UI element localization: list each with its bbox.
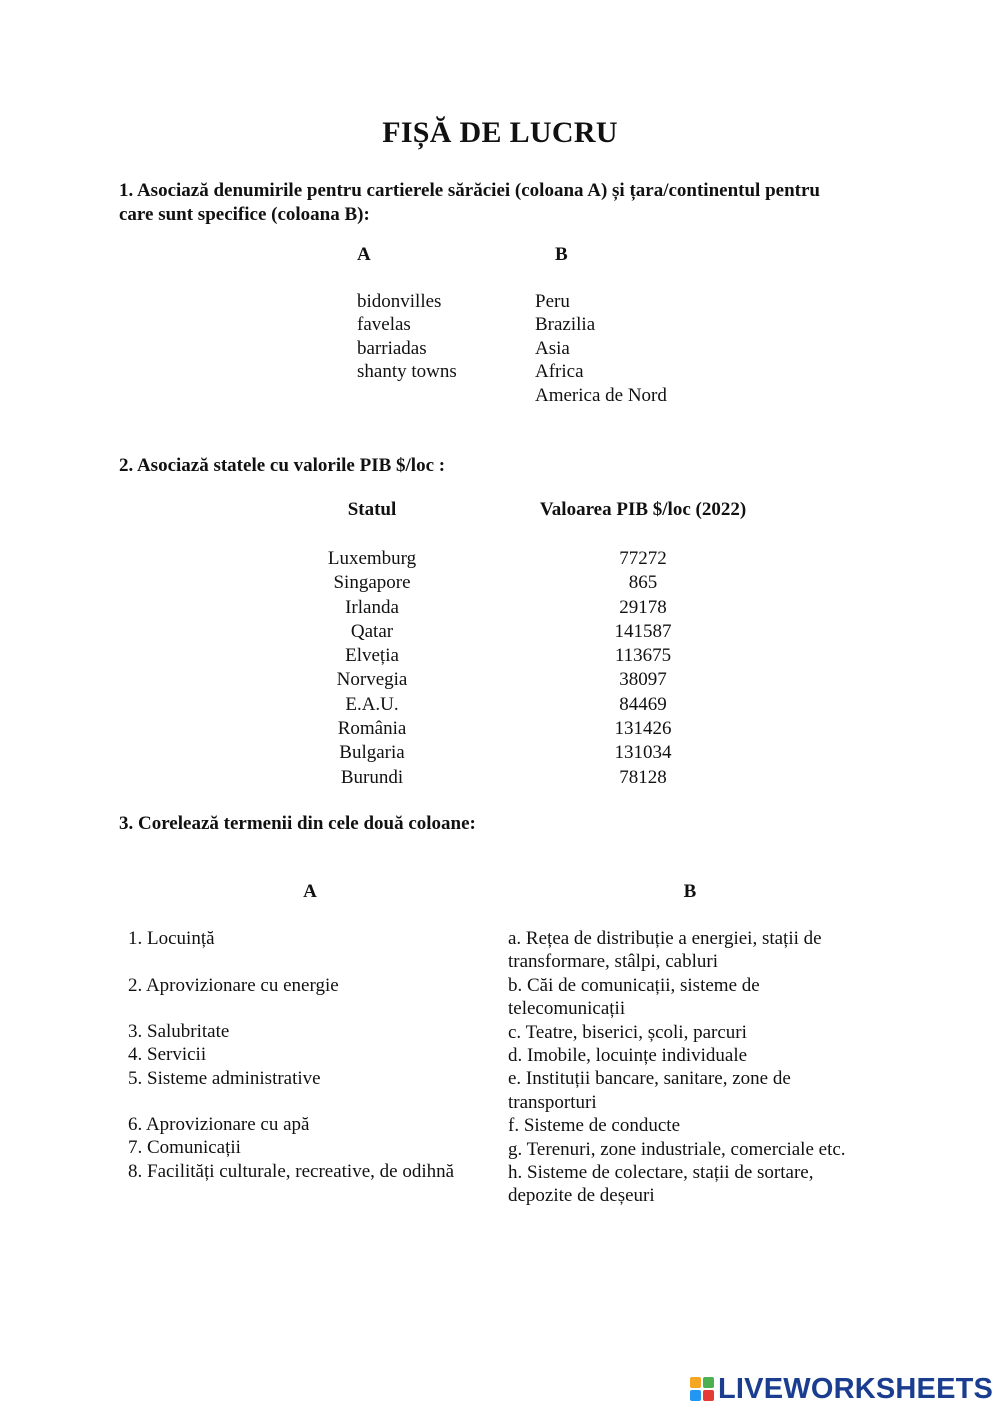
q2-value: 865: [628, 572, 658, 594]
q1-column-a: [357, 290, 457, 384]
q2-values-column: [583, 547, 703, 790]
q3-header-b: B: [683, 881, 697, 902]
q1-header-b: B: [555, 244, 568, 265]
q1-b-item: Asia: [535, 337, 570, 359]
q2-state: Singapore: [333, 572, 411, 594]
q2-state: România: [337, 718, 407, 740]
q3-b-line: h. Sisteme de colectare, stații de sortare,: [508, 1161, 814, 1183]
q2-state: Burundi: [340, 766, 404, 788]
q1-a-item: shanty towns: [357, 361, 457, 383]
q1-prompt-line2: care sunt specifice (coloana B):: [119, 204, 370, 225]
q3-b-line: c. Teatre, biserici, școli, parcuri: [508, 1021, 747, 1043]
q1-prompt-line1: 1. Asociază denumirile pentru cartierele sărăciei (coloana A) și țara/continentul pentru: [119, 180, 820, 201]
q1-b-item: Brazilia: [535, 314, 596, 336]
q2-value: 113675: [614, 645, 672, 667]
logo-square-2: [703, 1377, 714, 1388]
q3-b-line: transporturi: [508, 1091, 597, 1113]
q3-column-b: [508, 927, 846, 1208]
q3-prompt: 3. Corelează termenii din cele două coloane:: [119, 813, 476, 834]
q3-a-item: 1. Locuință: [128, 928, 215, 949]
q3-a-item: 5. Sisteme administrative: [128, 1067, 321, 1089]
q3-b-line: g. Terenuri, zone industriale, comerciale etc.: [508, 1138, 846, 1160]
q3-b-line: d. Imobile, locuințe individuale: [508, 1044, 748, 1066]
q2-header-value: Valoarea PIB $/loc (2022): [539, 499, 747, 520]
q2-prompt: 2. Asociază statele cu valorile PIB $/loc :: [119, 455, 446, 476]
q2-value: 38097: [619, 669, 667, 691]
q3-a-item: 2. Aprovizionare cu energie: [128, 974, 339, 996]
q2-state: Irlanda: [345, 596, 399, 618]
q2-value: 29178: [619, 596, 667, 618]
q2-states-column: [302, 547, 442, 790]
q2-value: 131426: [614, 718, 672, 740]
q2-value: 77272: [619, 548, 667, 569]
logo-square-4: [703, 1390, 714, 1401]
q3-b-line: transformare, stâlpi, cabluri: [508, 951, 718, 973]
q2-value: 131034: [614, 742, 672, 764]
q1-a-item: barriadas: [357, 337, 427, 359]
q3-b-line: a. Rețea de distribuție a energiei, stații de: [508, 928, 822, 949]
q3-b-line: b. Căi de comunicații, sisteme de: [508, 974, 760, 996]
q2-header-state: Statul: [347, 499, 397, 520]
q2-state: Luxemburg: [327, 548, 417, 569]
q2-state: Norvegia: [336, 669, 408, 691]
q1-column-b: [535, 290, 667, 407]
q3-a-item: 6. Aprovizionare cu apă: [128, 1114, 310, 1135]
q2-state: Qatar: [350, 620, 394, 642]
q3-a-item: 4. Servicii: [128, 1044, 207, 1066]
q3-b-line: e. Instituții bancare, sanitare, zone de: [508, 1068, 791, 1090]
q1-header-a: A: [357, 244, 371, 265]
q3-b-line: f. Sisteme de conducte: [508, 1115, 681, 1137]
q1-a-item: bidonvilles: [357, 291, 442, 312]
logo-square-3: [690, 1390, 701, 1401]
q1-b-item: Peru: [535, 291, 570, 312]
q3-b-line: telecomunicații: [508, 998, 626, 1020]
q2-value: 141587: [614, 620, 672, 642]
q2-value: 84469: [619, 693, 667, 715]
q1-b-item: Africa: [535, 361, 584, 383]
q3-a-item: 3. Salubritate: [128, 1021, 230, 1042]
q2-state: Elveția: [345, 645, 399, 667]
q1-a-item: favelas: [357, 314, 411, 336]
logo-square-1: [690, 1377, 701, 1388]
q3-a-item: 8. Facilități culturale, recreative, de odihnă: [128, 1160, 455, 1182]
liveworksheets-brand: LIVEWORKSHEETS: [718, 1373, 994, 1405]
q3-b-line: depozite de deșeuri: [508, 1185, 655, 1207]
q1-b-item: America de Nord: [535, 384, 667, 406]
q2-state: E.A.U.: [345, 693, 399, 715]
q2-state: Bulgaria: [339, 742, 405, 764]
q3-a-item: 7. Comunicații: [128, 1137, 241, 1159]
liveworksheets-logo-icon: [690, 1377, 714, 1401]
liveworksheets-logo: [690, 1374, 993, 1404]
page-title: FIȘĂ DE LUCRU: [382, 116, 618, 149]
q1-prompt: [119, 179, 820, 227]
q2-value: 78128: [619, 766, 667, 788]
q3-header-a: A: [303, 881, 317, 902]
